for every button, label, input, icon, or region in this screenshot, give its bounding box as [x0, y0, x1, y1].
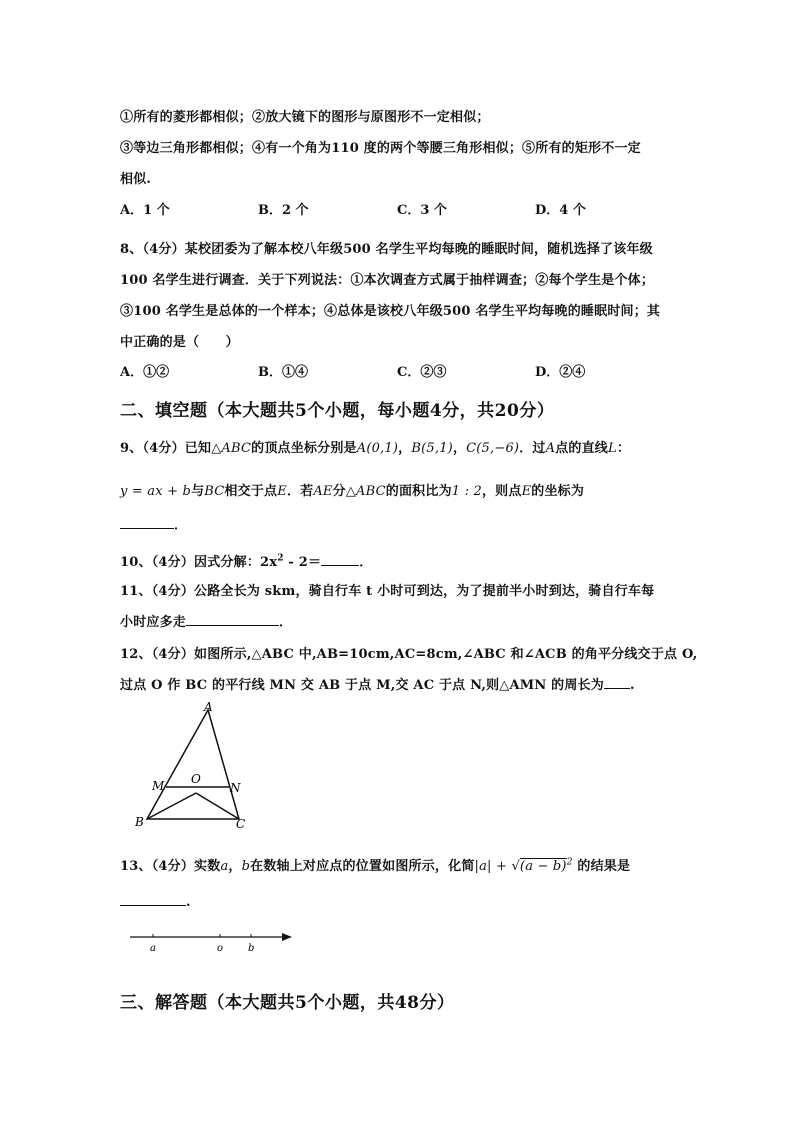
q9-point-label: A — [545, 441, 556, 456]
q9-text: 分 — [332, 484, 346, 499]
prev-question-line-3: 相似. — [120, 172, 152, 187]
q13-var-a: a — [220, 859, 229, 874]
q9-text: 点的直线 — [555, 441, 609, 456]
q9-answer-blank[interactable] — [120, 516, 174, 529]
q13-expression-abs: |a| — [474, 859, 492, 874]
q8-option-c: C．②③ — [397, 365, 447, 380]
label-b: b — [248, 943, 255, 954]
q9-text: ．若 — [286, 484, 314, 499]
q10-text: - 2＝ — [283, 555, 322, 570]
q13-end: . — [186, 895, 191, 910]
q9-point-e: E — [277, 484, 287, 499]
q13-text: ， — [228, 859, 242, 874]
q9-point-c: C(5,−6) — [466, 441, 520, 456]
q12-line-2 — [120, 674, 635, 693]
q9-equation: y = ax + b — [120, 484, 192, 499]
q9-text: 相交于点 — [224, 484, 278, 499]
q8-option-a: A．①② — [120, 365, 170, 380]
q9-segment-bc: BC — [204, 484, 225, 499]
q13-answer-blank[interactable] — [120, 893, 186, 906]
prev-question-line-1: ①所有的菱形都相似；②放大镜下的图形与原图形不一定相似； — [120, 110, 490, 125]
q9-text: ．过 — [519, 441, 546, 456]
q11-answer-blank[interactable] — [186, 613, 279, 626]
q9-line-label: L — [608, 441, 617, 456]
q13-var-b: b — [241, 859, 251, 874]
prev-option-a: A．1 个 — [120, 203, 170, 218]
prev-option-c: C．3 个 — [397, 203, 447, 218]
section-3-heading: 三、解答题（本大题共5个小题，共48分） — [120, 993, 455, 1013]
q10-answer-blank[interactable] — [321, 553, 359, 566]
q13-expression-plus: + — [496, 859, 508, 874]
q12-text: 过点 O 作 BC 的平行线 MN 交 AB 于点 M,交 AC 于点 N,则△AMN 的周长为 — [120, 678, 604, 693]
q8-line-2: 100 名学生进行调查．关于下列说法：①本次调查方式属于抽样调查；②每个学生是个体； — [120, 273, 655, 288]
q13-line-1 — [120, 855, 630, 874]
q9-point-b: B(5,1) — [411, 441, 453, 456]
q8-line-1: 8、（4分）某校团委为了解本校八年级500 名学生平均每晚的睡眠时间，随机选择了该年级 — [120, 242, 653, 257]
prev-option-d: D．4 个 — [535, 203, 586, 218]
q11-end: ． — [279, 615, 293, 630]
section-2-heading: 二、填空题（本大题共5个小题，每小题4分，共20分） — [120, 401, 555, 421]
q9-line-1 — [120, 437, 630, 456]
q9-triangle-abc: △ABC — [345, 484, 386, 499]
q9-segment-ae: AE — [313, 484, 333, 499]
label-m: M — [152, 779, 165, 793]
q12-end: . — [629, 678, 635, 693]
q9-point-e: E — [521, 484, 532, 499]
number-line — [125, 927, 300, 957]
q9-ratio: 1 : 2 — [451, 484, 482, 499]
q13-expression-exponent: 2 — [566, 857, 573, 868]
arrow-right-icon — [282, 933, 292, 941]
q9-triangle-abc: △ABC — [211, 441, 252, 456]
q8-line-3: ③100 名学生是总体的一个样本；④总体是该校八年级500 名学生平均每晚的睡眠时间；其 — [120, 304, 661, 319]
q13-expression-radicand: (a − b) — [519, 859, 567, 874]
label-b: B — [135, 815, 144, 829]
q10-line — [120, 551, 372, 570]
q9-comma: ， — [398, 441, 412, 456]
q9-end: ． — [174, 518, 188, 533]
q9-answer-line — [120, 514, 187, 533]
q9-point-a: A(0,1) — [356, 441, 399, 456]
label-a: A — [204, 700, 213, 714]
q11-line-2 — [120, 611, 292, 630]
sqrt-sign: √ — [511, 859, 520, 874]
q9-text: 的面积比为 — [385, 484, 452, 499]
q12-answer-blank[interactable] — [604, 676, 630, 689]
q13-text: 在数轴上对应点的位置如图所示，化简 — [250, 859, 475, 874]
q10-end: ． — [359, 555, 373, 570]
label-a: a — [150, 943, 156, 954]
q13-expression — [475, 859, 573, 874]
label-n: N — [230, 781, 241, 795]
q11-text: 小时应多走 — [120, 615, 187, 630]
q9-colon: ： — [616, 441, 631, 456]
q9-text: 与 — [191, 484, 205, 499]
q12-triangle-figure — [128, 698, 258, 834]
q13-text: 13、（4分）实数 — [120, 859, 221, 874]
q9-text: 的坐标为 — [531, 484, 585, 499]
q11-line-1: 11、（4分）公路全长为 skm，骑自行车 t 小时可到达，为了提前半小时到达，骑自行车每 — [120, 584, 655, 599]
prev-option-b: B．2 个 — [258, 203, 309, 218]
q9-prefix: 9、（4分）已知 — [120, 441, 212, 456]
q9-text: 的顶点坐标分别是 — [251, 441, 357, 456]
label-c: C — [236, 817, 246, 831]
q9-comma: ， — [452, 441, 467, 456]
q10-exponent: 2 — [277, 553, 284, 564]
q8-option-d: D．②④ — [535, 365, 586, 380]
q13-text: 的结果是 — [577, 859, 631, 874]
q8-line-4: 中正确的是（ ） — [120, 335, 239, 350]
q10-text: 10、（4分）因式分解：2x — [120, 555, 278, 570]
q9-line-2 — [120, 480, 584, 499]
q12-line-1: 12、（4分）如图所示,△ABC 中,AB=10cm,AC=8cm,∠ABC 和∠ACB 的角平分线交于点 O, — [120, 647, 698, 662]
q8-option-b: B．①④ — [258, 365, 308, 380]
prev-question-line-2: ③等边三角形都相似；④有一个角为110 度的两个等腰三角形相似；⑤所有的矩形不一定 — [120, 141, 641, 156]
q9-text: ，则点 — [481, 484, 522, 499]
triangle-abc — [147, 710, 239, 819]
label-o: o — [217, 943, 224, 954]
q13-answer-line — [120, 893, 191, 910]
label-o: O — [191, 772, 201, 786]
